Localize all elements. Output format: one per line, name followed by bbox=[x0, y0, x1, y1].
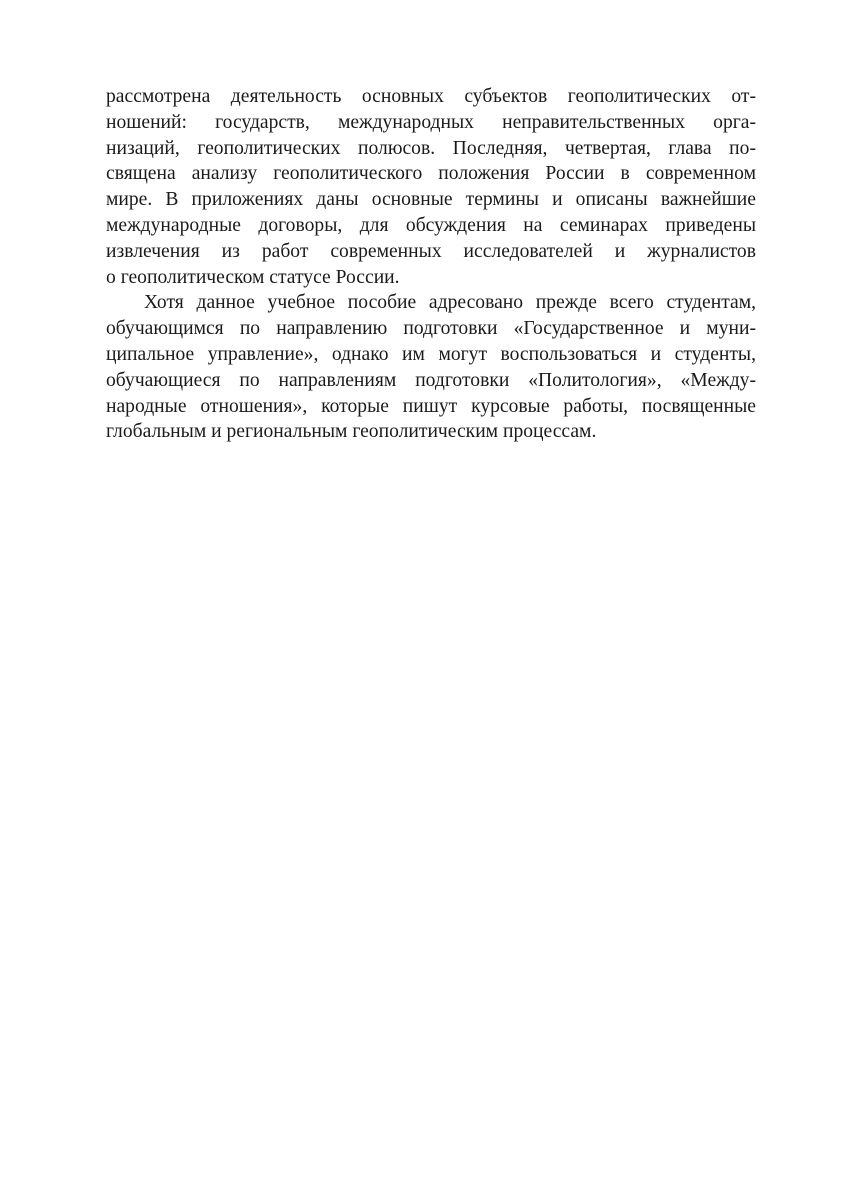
paragraph-line: глобальным и региональным геополитическим процессам. bbox=[106, 421, 597, 443]
paragraph-line: Хотя данное учебное пособие адресовано прежде всего студентам, bbox=[144, 292, 756, 314]
paragraph-2 bbox=[106, 290, 756, 445]
paragraph-line: международные договоры, для обсуждения на семинарах приведены bbox=[106, 214, 756, 236]
paragraph-line: народные отношения», которые пишут курсовые работы, посвященные bbox=[106, 395, 756, 417]
paragraph-line: мире. В приложениях даны основные термины и описаны важнейшие bbox=[106, 189, 756, 211]
paragraph-line: извлечения из работ современных исследователей и журналистов bbox=[106, 240, 756, 262]
paragraph-line: обучающиеся по направлениям подготовки «Политология», «Между- bbox=[106, 369, 756, 391]
paragraph-line: обучающимся по направлению подготовки «Государственное и муни- bbox=[106, 318, 756, 340]
paragraph-line: низаций, геополитических полюсов. Последняя, четвертая, глава по- bbox=[106, 137, 756, 159]
paragraph-1 bbox=[106, 84, 756, 290]
paragraph-line: рассмотрена деятельность основных субъектов геополитических от- bbox=[106, 86, 756, 107]
body-text bbox=[106, 84, 756, 445]
paragraph-line: священа анализу геополитического положения России в современном bbox=[106, 163, 756, 185]
paragraph-line: о геополитическом статусе России. bbox=[106, 266, 400, 288]
paragraph-line: ципальное управление», однако им могут воспользоваться и студенты, bbox=[106, 343, 756, 365]
paragraph-line: ношений: государств, международных неправительственных орга- bbox=[106, 111, 756, 133]
